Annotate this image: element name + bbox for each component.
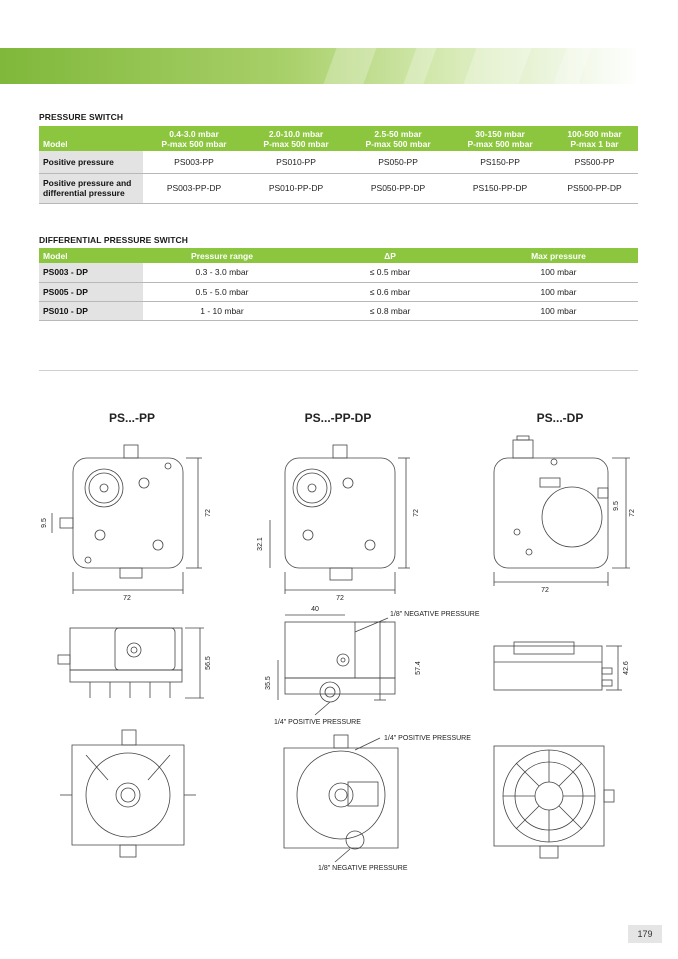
drawing-pp-bottom: [60, 730, 196, 857]
dim-label: 72: [205, 509, 212, 517]
page-number: 179: [628, 925, 662, 943]
pressure-switch-table: [39, 126, 638, 204]
table-cell: PS500-PP-DP: [551, 173, 638, 203]
row-model: Positive pressure and differential pressure: [39, 173, 143, 203]
table-cell: PS150-PP-DP: [449, 173, 551, 203]
dim-label: 72: [413, 509, 420, 517]
column-header: Pressure range: [143, 248, 301, 263]
table-cell: PS150-PP: [449, 151, 551, 173]
negative-pressure-label: 1/8" NEGATIVE PRESSURE: [390, 611, 480, 618]
table-row: [39, 151, 638, 173]
negative-pressure-label: 1/8" NEGATIVE PRESSURE: [318, 865, 408, 872]
table-cell: 1 - 10 mbar: [143, 301, 301, 320]
drawing-title-pp: PS...-PP: [108, 411, 156, 425]
row-model: PS003 - DP: [39, 263, 143, 282]
drawing-title-pp-dp: PS...-PP-DP: [304, 411, 372, 425]
table-cell: ≤ 0.8 mbar: [301, 301, 479, 320]
drawing-pp-dp-side: [265, 606, 480, 726]
drawing-dp-bottom: [494, 746, 614, 858]
table-row: [39, 301, 638, 320]
table-header-row: [39, 126, 638, 151]
column-header: ΔP: [301, 248, 479, 263]
drawing-pp-front: [41, 445, 212, 602]
column-header: 2.0-10.0 mbar P-max 500 mbar: [245, 126, 347, 151]
dim-label: 9.5: [41, 518, 48, 528]
table-cell: ≤ 0.5 mbar: [301, 263, 479, 282]
table-cell: PS050-PP-DP: [347, 173, 449, 203]
drawing-title-dp: PS...-DP: [536, 411, 584, 425]
drawing-pp-dp-bottom: [284, 735, 471, 872]
column-header: 100-500 mbar P-max 1 bar: [551, 126, 638, 151]
section-divider: [39, 370, 638, 371]
column-header: 0.4-3.0 mbar P-max 500 mbar: [143, 126, 245, 151]
table-row: [39, 263, 638, 282]
table-cell: 0.5 - 5.0 mbar: [143, 282, 301, 301]
dim-label: 72: [629, 509, 636, 517]
dim-label: 72: [336, 595, 344, 602]
table-cell: PS003-PP-DP: [143, 173, 245, 203]
table-header-row: [39, 248, 638, 263]
table-cell: 100 mbar: [479, 301, 638, 320]
table-cell: ≤ 0.6 mbar: [301, 282, 479, 301]
dim-label: 72: [123, 595, 131, 602]
table-row: [39, 173, 638, 203]
column-header: 2.5-50 mbar P-max 500 mbar: [347, 126, 449, 151]
column-header: 30-150 mbar P-max 500 mbar: [449, 126, 551, 151]
table-cell: PS010-PP: [245, 151, 347, 173]
table-cell: 0.3 - 3.0 mbar: [143, 263, 301, 282]
table-cell: PS050-PP: [347, 151, 449, 173]
table-cell: PS003-PP: [143, 151, 245, 173]
pressure-switch-title: PRESSURE SWITCH: [39, 112, 124, 122]
positive-pressure-label: 1/4" POSITIVE PRESSURE: [384, 735, 471, 742]
dim-label: 42.6: [623, 661, 630, 675]
table-cell: 100 mbar: [479, 263, 638, 282]
column-header: Max pressure: [479, 248, 638, 263]
row-model: PS005 - DP: [39, 282, 143, 301]
dim-label: 9.5: [613, 501, 620, 511]
table-cell: PS500-PP: [551, 151, 638, 173]
table-cell: PS010-PP-DP: [245, 173, 347, 203]
drawing-dp-side: [494, 642, 630, 690]
drawing-dp-front: [494, 436, 636, 594]
column-header: Model: [39, 126, 143, 151]
row-model: Positive pressure: [39, 151, 143, 173]
differential-switch-table: [39, 248, 638, 321]
header-banner: [0, 48, 640, 84]
table-cell: 100 mbar: [479, 282, 638, 301]
row-model: PS010 - DP: [39, 301, 143, 320]
dim-label: 32.1: [257, 537, 264, 551]
positive-pressure-label: 1/4" POSITIVE PRESSURE: [274, 719, 361, 726]
dim-label: 56.5: [205, 656, 212, 670]
table-row: [39, 282, 638, 301]
dim-label: 57.4: [415, 661, 422, 675]
column-header: Model: [39, 248, 143, 263]
dim-label: 40: [311, 606, 319, 613]
differential-switch-title: DIFFERENTIAL PRESSURE SWITCH: [39, 235, 189, 245]
dim-label: 35.5: [265, 676, 272, 690]
drawing-pp-dp-front: [257, 445, 420, 602]
technical-drawings: [0, 400, 678, 900]
dim-label: 72: [541, 587, 549, 594]
drawing-pp-side: [58, 628, 212, 698]
